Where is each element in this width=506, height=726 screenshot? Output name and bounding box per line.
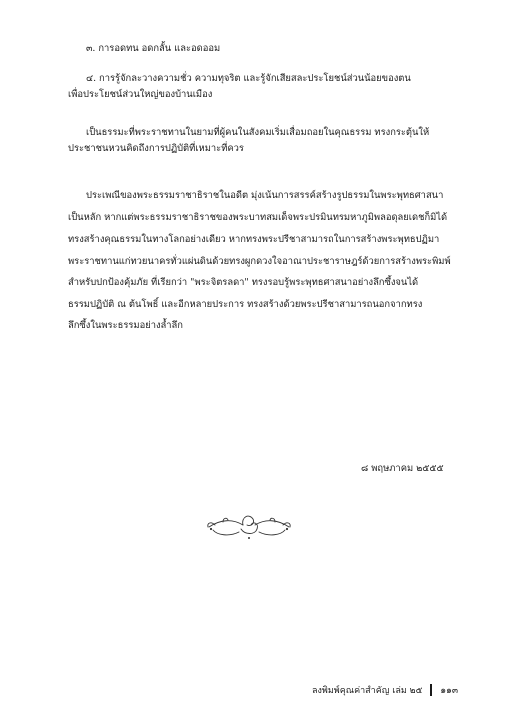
- floral-ornament-icon: [199, 505, 299, 545]
- paragraph-1-line-1: เป็นธรรมะที่พระราชทานในยามที่ผู้คนในสังคมเริ่มเสื่อมถอยในคุณธรรม ทรงกระตุ้นให้: [86, 127, 430, 138]
- paragraph-2-line-3: ทรงสร้างคุณธรรมในทางโลกอย่างเดียว หากทรงพระปรีชาสามารถในการสร้างพระพุทธปฏิมา: [68, 234, 440, 245]
- paragraph-2-line-4: พระราชทานแก่ทวยนาครทั่วแผ่นดินด้วยทรงผูกดวงใจอาณาประชาราษฎร์ด้วยการสร้างพระพิมพ์: [68, 256, 451, 267]
- page-number: ๑๑๓: [440, 686, 458, 696]
- page-footer: [312, 683, 458, 697]
- paragraph-1-line-2: ประชาชนหวนคิดถึงการปฏิบัติที่เหมาะที่ควร: [68, 143, 244, 154]
- paragraph-2-line-1: ประเพณีของพระธรรมราชาธิราชในอดีต มุ่งเน้นการสรรค์สร้างรูปธรรมในพระพุทธศาสนา: [86, 190, 444, 201]
- date-line: ๘ พฤษภาคม ๒๕๕๕: [361, 463, 444, 474]
- list-item-4: ๔. การรู้จักละวางความชั่ว ความทุจริต และรู้จักเสียสละประโยชน์ส่วนน้อยของตน: [86, 73, 411, 84]
- paragraph-2-line-6: ธรรมปฏิบัติ ณ ต้นโพธิ์ และอีกหลายประการ ทรงสร้างด้วยพระปรีชาสามารถนอกจากทรง: [68, 299, 423, 310]
- list-item-4-continuation: เพื่อประโยชน์ส่วนใหญ่ของบ้านเมือง: [68, 89, 213, 100]
- paragraph-2-line-5: สำหรับปกป้องคุ้มภัย ที่เรียกว่า "พระจิตรลดา" ทรงรอบรู้พระพุทธศาสนาอย่างลึกซึ้งจนได้: [68, 277, 419, 288]
- paragraph-2-line-2: เป็นหลัก หากแต่พระธรรมราชาธิราชของพระบาทสมเด็จพระปรมินทรมหาภูมิพลอดุลยเดชก็มิได้: [68, 212, 448, 223]
- footer-divider: [430, 684, 432, 696]
- list-item-3: ๓. การอดทน อดกลั้น และอดออม: [86, 43, 221, 54]
- paragraph-2-line-7: ลึกซึ้งในพระธรรมอย่างล้ำลึก: [68, 320, 183, 331]
- footer-title: ลงพิมพ์คุณค่าสำคัญ เล่ม ๒๕: [312, 686, 423, 696]
